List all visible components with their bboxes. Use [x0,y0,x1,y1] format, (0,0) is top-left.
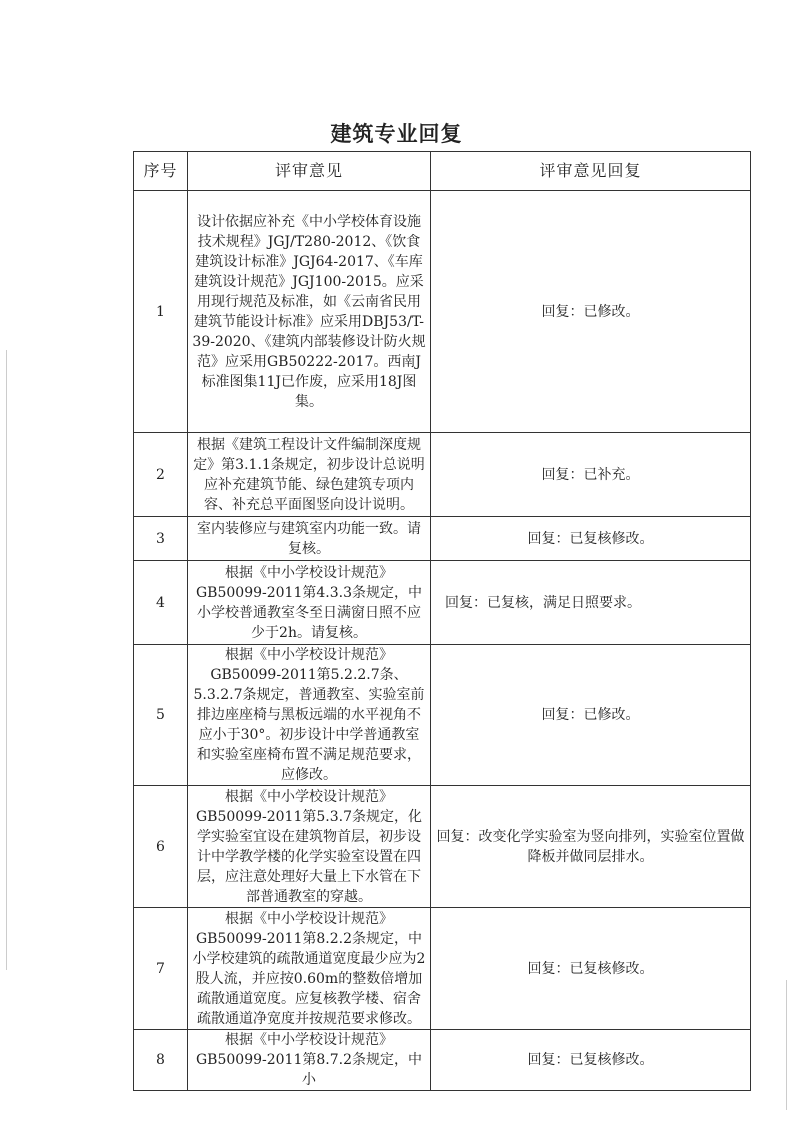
row-comment: 室内装修应与建筑室内功能一致。请复核。 [188,517,431,561]
scan-edge-mark [6,350,7,970]
table-row [134,786,751,908]
table-row [134,433,751,517]
header-comment: 评审意见 [188,152,431,191]
row-reply: 回复：已复核修改。 [431,517,751,561]
row-comment: 根据《中小学校设计规范》GB50099-2011第4.3.3条规定，中小学校普通教室冬至日满窗日照不应少于2h。请复核。 [188,561,431,645]
row-number: 6 [134,786,188,908]
row-reply: 回复：已复核修改。 [431,908,751,1030]
table-row [134,517,751,561]
row-number: 3 [134,517,188,561]
row-reply: 回复：已复核，满足日照要求。 [431,561,751,645]
row-comment: 设计依据应补充《中小学校体育设施技术规程》JGJ/T280-2012、《饮食建筑设计标准》JGJ64-2017、《车库建筑设计规范》JGJ100-2015。应采用现行规范及标准，如《云南省民用建筑节能设计标准》应采用DBJ53/T-39-2020、《建筑内部装修设计防火规范》应采用GB50222-2017。西南J标准图集11J已作废，应采用18J图集。 [188,191,431,433]
table-row [134,561,751,645]
row-reply: 回复：已补充。 [431,433,751,517]
review-table [133,151,751,1091]
table-row [134,191,751,433]
row-comment: 根据《中小学校设计规范》GB50099-2011第5.2.2.7条、5.3.2.7条规定，普通教室、实验室前排边座座椅与黑板远端的水平视角不应小于30°。初步设计中学普通教室和实验室座椅布置不满足规范要求，应修改。 [188,645,431,786]
table-row [134,1030,751,1091]
row-comment: 根据《中小学校设计规范》GB50099-2011第8.7.2条规定，中小 [188,1030,431,1091]
table-row [134,645,751,786]
table-row [134,908,751,1030]
row-comment: 根据《建筑工程设计文件编制深度规定》第3.1.1条规定，初步设计总说明应补充建筑节能、绿色建筑专项内容、补充总平面图竖向设计说明。 [188,433,431,517]
row-reply: 回复：已修改。 [431,191,751,433]
row-number: 2 [134,433,188,517]
row-reply: 回复：改变化学实验室为竖向排列，实验室位置做降板并做同层排水。 [431,786,751,908]
row-number: 7 [134,908,188,1030]
header-no: 序号 [134,152,188,191]
row-number: 5 [134,645,188,786]
table-header-row [134,152,751,191]
row-reply: 回复：已复核修改。 [431,1030,751,1091]
row-comment: 根据《中小学校设计规范》GB50099-2011第5.3.7条规定，化学实验室宜设在建筑物首层，初步设计中学教学楼的化学实验室设置在四层，应注意处理好大量上下水管在下部普通教室的穿越。 [188,786,431,908]
row-number: 1 [134,191,188,433]
scan-edge-mark [786,980,787,1110]
row-reply: 回复：已修改。 [431,645,751,786]
header-reply: 评审意见回复 [431,152,751,191]
row-number: 8 [134,1030,188,1091]
row-number: 4 [134,561,188,645]
page-title: 建筑专业回复 [330,121,463,146]
row-comment: 根据《中小学校设计规范》GB50099-2011第8.2.2条规定，中小学校建筑的疏散通道宽度最少应为2股人流，并应按0.60m的整数倍增加疏散通道宽度。应复核教学楼、宿舍疏散通道净宽度并按规范要求修改。 [188,908,431,1030]
